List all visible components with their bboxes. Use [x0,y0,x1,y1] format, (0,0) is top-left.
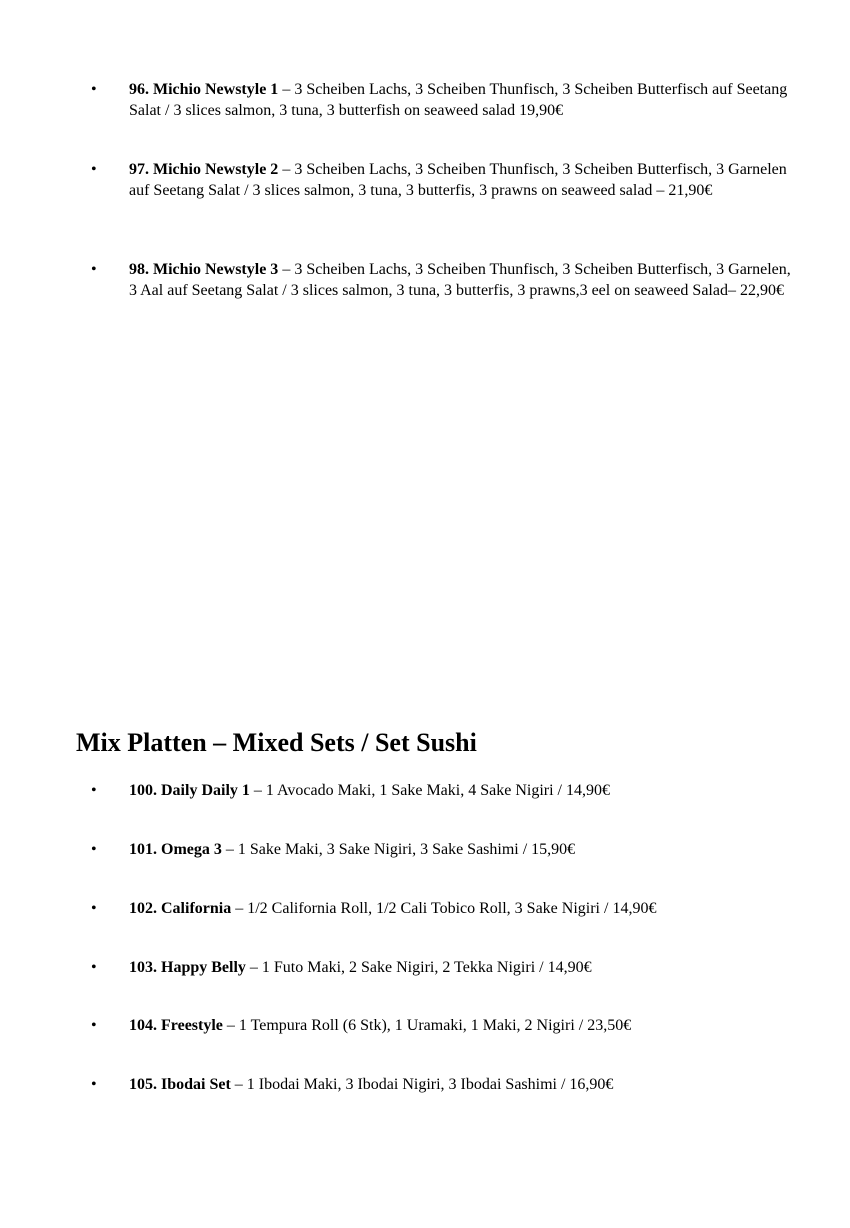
menu-item-96 [129,80,791,121]
menu-item-name: 105. Ibodai Set [129,1076,231,1093]
menu-item-name: 98. Michio Newstyle 3 [129,261,279,278]
list-bullet: • [91,261,97,278]
menu-item-103 [129,958,791,979]
menu-item-description: – 3 Scheiben Lachs, 3 Scheiben Thunfisch, 3 Scheiben Butterfisch, 3 Garnelen, 3 Aal auf Seetang Salat / 3 slices salmon, 3 tuna, 3 butterfis, 3 prawns,3 eel on seaweed Salad– 22,90€ [129,261,791,299]
menu-item-102 [129,899,791,920]
menu-item-name: 104. Freestyle [129,1017,223,1034]
menu-item-description: – 3 Scheiben Lachs, 3 Scheiben Thunfisch, 3 Scheiben Butterfisch auf Seetang Salat / 3 slices salmon, 3 tuna, 3 butterfish on seaweed salad 19,90€ [129,81,788,119]
menu-item-105 [129,1075,791,1096]
menu-item-name: 96. Michio Newstyle 1 [129,81,279,98]
menu-item-description: – 1 Ibodai Maki, 3 Ibodai Nigiri, 3 Ibodai Sashimi / 16,90€ [230,1076,614,1093]
menu-item-description: – 3 Scheiben Lachs, 3 Scheiben Thunfisch, 3 Scheiben Butterfisch, 3 Garnelen auf Seetang Salat / 3 slices salmon, 3 tuna, 3 butterfis, 3 prawns on seaweed salad – 21,90€ [129,161,787,199]
menu-item-100 [129,781,791,802]
menu-item-description: – 1/2 California Roll, 1/2 Cali Tobico Roll, 3 Sake Nigiri / 14,90€ [231,900,657,917]
menu-item-name: 102. California [129,900,232,917]
list-bullet: • [91,782,97,799]
menu-item-name: 101. Omega 3 [129,841,222,858]
list-bullet: • [91,161,97,178]
list-bullet: • [91,959,97,976]
menu-item-104 [129,1016,791,1037]
list-bullet: • [91,81,97,98]
menu-item-description: – 1 Tempura Roll (6 Stk), 1 Uramaki, 1 Maki, 2 Nigiri / 23,50€ [222,1017,632,1034]
list-bullet: • [91,900,97,917]
section-heading-mixed-sets: Mix Platten – Mixed Sets / Set Sushi [76,728,477,757]
menu-item-name: 97. Michio Newstyle 2 [129,161,279,178]
menu-item-97 [129,160,791,201]
menu-item-name: 100. Daily Daily 1 [129,782,250,799]
list-bullet: • [91,841,97,858]
menu-item-98 [129,260,791,301]
menu-item-name: 103. Happy Belly [129,959,246,976]
menu-item-description: – 1 Avocado Maki, 1 Sake Maki, 4 Sake Nigiri / 14,90€ [249,782,610,799]
menu-item-description: – 1 Sake Maki, 3 Sake Nigiri, 3 Sake Sashimi / 15,90€ [221,841,576,858]
menu-item-description: – 1 Futo Maki, 2 Sake Nigiri, 2 Tekka Nigiri / 14,90€ [245,959,592,976]
list-bullet: • [91,1076,97,1093]
menu-item-101 [129,840,791,861]
list-bullet: • [91,1017,97,1034]
